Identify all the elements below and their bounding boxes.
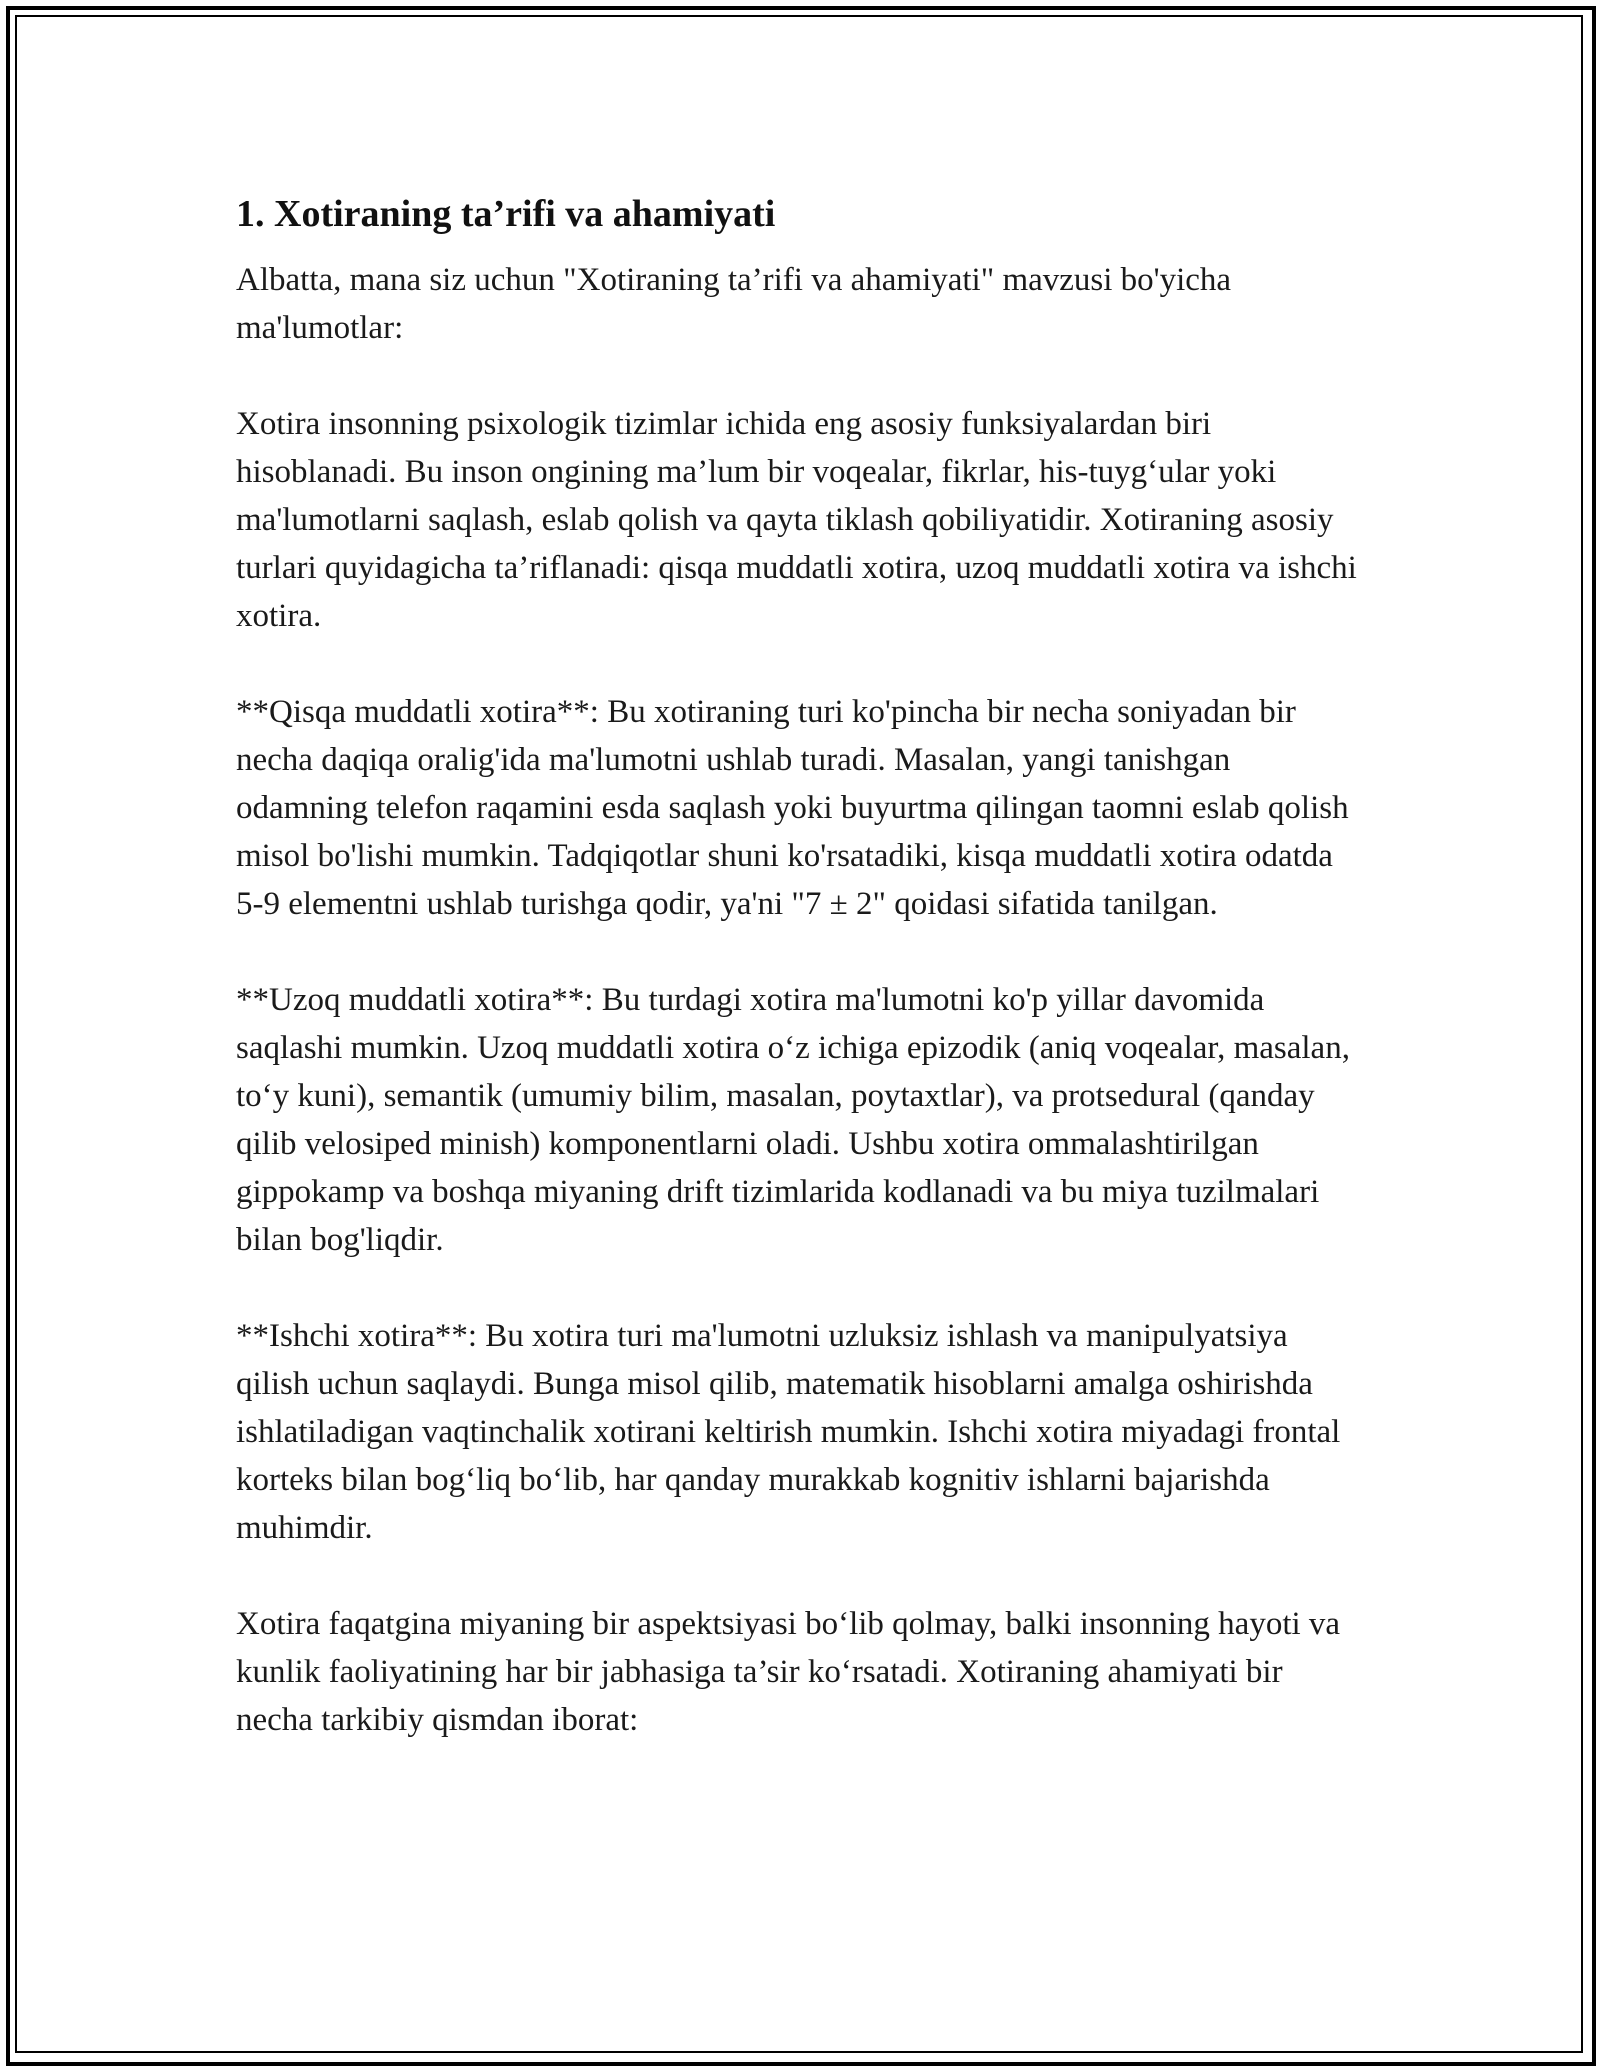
working-memory-paragraph: **Ishchi xotira**: Bu xotira turi ma'lumotni uzluksiz ishlash va manipulyatsiya qilish uchun saqlaydi. Bunga misol qilib, matematik hisoblarni amalga oshirishda ishlatiladigan vaqtinchalik xotirani keltirish mumkin. Ishchi xotira miyadagi frontal korteks bilan bog‘liq bo‘lib, har qanday murakkab kognitiv ishlarni bajarishda muhimdir.: [236, 1318, 1341, 1546]
importance-paragraph: Xotira faqatgina miyaning bir aspektsiyasi bo‘lib qolmay, balki insonning hayoti va kunlik faoliyatining har bir jabhasiga ta’sir ko‘rsatadi. Xotiraning ahamiyati bir necha tarkibiy qismdan iborat:: [236, 1606, 1341, 1738]
short-term-memory-paragraph: **Qisqa muddatli xotira**: Bu xotiraning turi ko'pincha bir necha soniyadan bir necha daqiqa oralig'ida ma'lumotni ushlab turadi. Masalan, yangi tanishgan odamning telefon raqamini esda saqlash yoki buyurtma qilingan taomni eslab qolish misol bo'lishi mumkin. Tadqiqotlar shuni ko'rsatadiki, kisqa muddatli xotira odatda 5-9 elementni ushlab turishga qodir, ya'ni "7 ± 2" qoidasi sifatida tanilgan.: [236, 694, 1349, 922]
section-heading: 1. Xotiraning ta’rifi va ahamiyati: [236, 193, 776, 235]
document-body: [236, 186, 1366, 1792]
intro-paragraph: Albatta, mana siz uchun "Xotiraning ta’rifi va ahamiyati" mavzusi bo'yicha ma'lumotlar:: [236, 262, 1232, 346]
long-term-memory-paragraph: **Uzoq muddatli xotira**: Bu turdagi xotira ma'lumotni ko'p yillar davomida saqlashi mumkin. Uzoq muddatli xotira o‘z ichiga epizodik (aniq voqealar, masalan, to‘y kuni), semantik (umumiy bilim, masalan, poytaxtlar), va protsedural (qanday qilib velosiped minish) komponentlarni oladi. Ushbu xotira ommalashtirilgan gippokamp va boshqa miyaning drift tizimlarida kodlanadi va bu miya tuzilmalari bilan bog'liqdir.: [236, 982, 1350, 1258]
definition-paragraph: Xotira insonning psixologik tizimlar ichida eng asosiy funksiyalardan biri hisoblanadi. Bu inson ongining ma’lum bir voqealar, fikrlar, his-tuyg‘ular yoki ma'lumotlarni saqlash, eslab qolish va qayta tiklash qobiliyatidir. Xotiraning asosiy turlari quyidagicha ta’riflanadi: qisqa muddatli xotira, uzoq muddatli xotira va ishchi xotira.: [236, 406, 1357, 634]
